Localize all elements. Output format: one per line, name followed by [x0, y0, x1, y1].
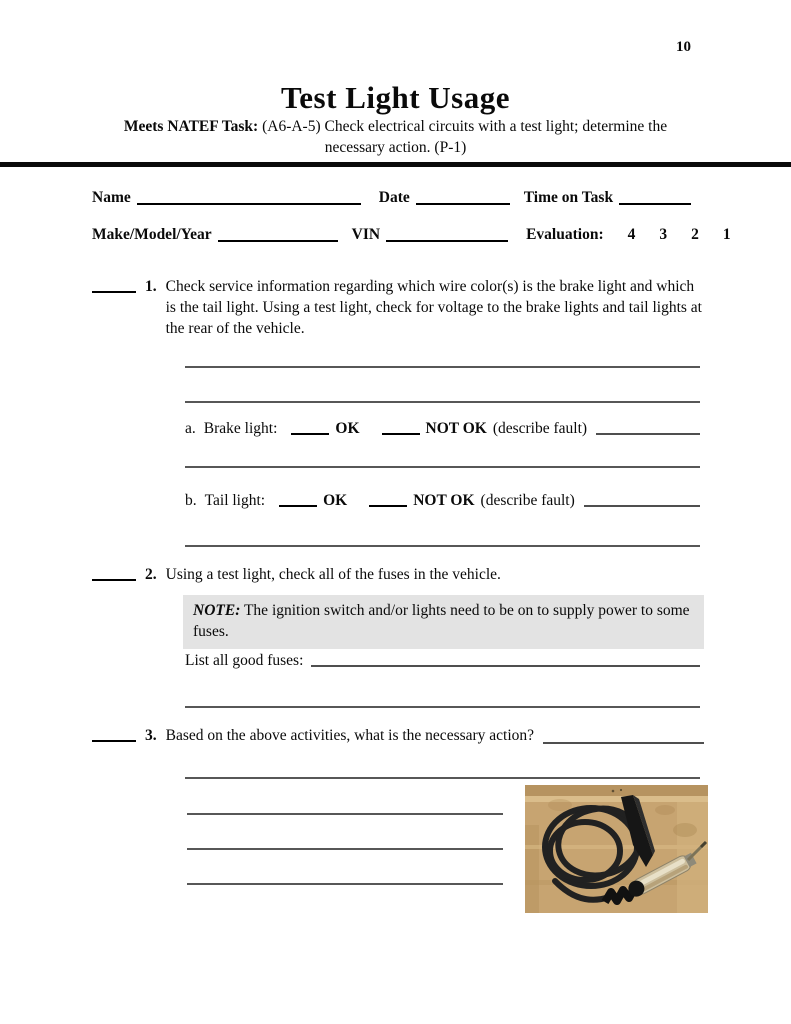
date-label: Date	[378, 189, 410, 206]
tail-light-notok-label: NOT OK	[413, 492, 475, 509]
tail-light-fault-line[interactable]	[584, 501, 700, 507]
task-3-number: 3.	[145, 727, 157, 744]
good-fuses-input-line[interactable]	[311, 661, 700, 667]
test-light-photo	[525, 785, 708, 913]
brake-light-notok-label: NOT OK	[425, 420, 487, 437]
date-input-line[interactable]	[416, 199, 510, 205]
tail-light-check-row	[185, 492, 700, 510]
answer-line[interactable]	[185, 706, 700, 708]
name-date-row	[92, 189, 732, 207]
vin-label: VIN	[351, 226, 381, 243]
task-2-completion-line[interactable]	[92, 564, 136, 581]
page-number: 10	[676, 39, 691, 55]
good-fuses-row	[185, 652, 700, 670]
task-2-number: 2.	[145, 566, 157, 583]
task-item-3	[92, 725, 704, 746]
tail-light-notok-blank[interactable]	[369, 501, 407, 507]
test-light-illustration	[525, 785, 708, 913]
note-box	[183, 595, 704, 649]
task-1-number: 1.	[145, 278, 157, 295]
answer-line[interactable]	[185, 545, 700, 547]
natef-task-line2: necessary action. (P-1)	[324, 139, 467, 156]
brake-light-ok-blank[interactable]	[291, 429, 329, 435]
brake-light-label: Brake light:	[203, 420, 278, 437]
task-2-text: Using a test light, check all of the fuses in the vehicle.	[165, 566, 501, 583]
name-input-line[interactable]	[137, 199, 361, 205]
tail-light-ok-blank[interactable]	[279, 501, 317, 507]
task-1-completion-line[interactable]	[92, 276, 136, 293]
natef-task-label: Meets NATEF Task:	[123, 118, 259, 135]
make-model-year-label: Make/Model/Year	[92, 226, 212, 243]
vin-input-line[interactable]	[386, 236, 508, 242]
evaluation-score-3[interactable]: 3	[659, 226, 668, 243]
evaluation-score-4[interactable]: 4	[627, 226, 636, 243]
brake-light-check-row	[185, 420, 700, 438]
task-3-text: Based on the above activities, what is the necessary action?	[165, 727, 535, 744]
good-fuses-label: List all good fuses:	[185, 652, 304, 669]
answer-line[interactable]	[185, 466, 700, 468]
tail-light-label: Tail light:	[204, 492, 266, 509]
answer-line[interactable]	[185, 777, 700, 779]
natef-task-text: (A6-A-5) Check electrical circuits with a test light; determine the	[262, 118, 668, 135]
time-on-task-input-line[interactable]	[619, 199, 691, 205]
header-divider-rule	[0, 162, 791, 167]
evaluation-score-1[interactable]: 1	[722, 226, 731, 243]
task-1-text: Check service information regarding which wire color(s) is the brake light and which is the tail light. Using a test light, check for voltage to the brake lights and tail lights at the rear of the vehicle.	[165, 278, 702, 337]
brake-light-fault-line[interactable]	[596, 429, 700, 435]
note-label: NOTE:	[193, 602, 241, 619]
time-on-task-label: Time on Task	[523, 189, 614, 206]
answer-line[interactable]	[187, 813, 503, 815]
tail-light-ok-label: OK	[323, 492, 348, 509]
evaluation-score-2[interactable]: 2	[691, 226, 699, 243]
answer-line[interactable]	[187, 848, 503, 850]
task-item-2	[92, 564, 704, 585]
brake-light-ok-label: OK	[335, 420, 360, 437]
task-item-1	[92, 276, 704, 339]
task-3-completion-line[interactable]	[92, 725, 136, 742]
answer-line[interactable]	[185, 366, 700, 368]
brake-light-notok-blank[interactable]	[382, 429, 420, 435]
natef-task-line1	[0, 118, 791, 136]
evaluation-label: Evaluation:	[526, 226, 604, 243]
task-3-answer-line[interactable]	[543, 737, 704, 744]
brake-light-fault-label: (describe fault)	[492, 420, 588, 437]
tail-light-fault-label: (describe fault)	[480, 492, 575, 509]
name-label: Name	[92, 189, 131, 206]
answer-line[interactable]	[187, 883, 503, 885]
answer-line[interactable]	[185, 401, 700, 403]
vehicle-row	[92, 226, 732, 244]
note-text: The ignition switch and/or lights need to be on to supply power to some fuses.	[193, 602, 690, 640]
make-model-year-input-line[interactable]	[218, 236, 338, 242]
page-title: Test Light Usage	[280, 80, 511, 115]
check-a-letter: a.	[185, 420, 196, 437]
check-b-letter: b.	[185, 492, 197, 509]
